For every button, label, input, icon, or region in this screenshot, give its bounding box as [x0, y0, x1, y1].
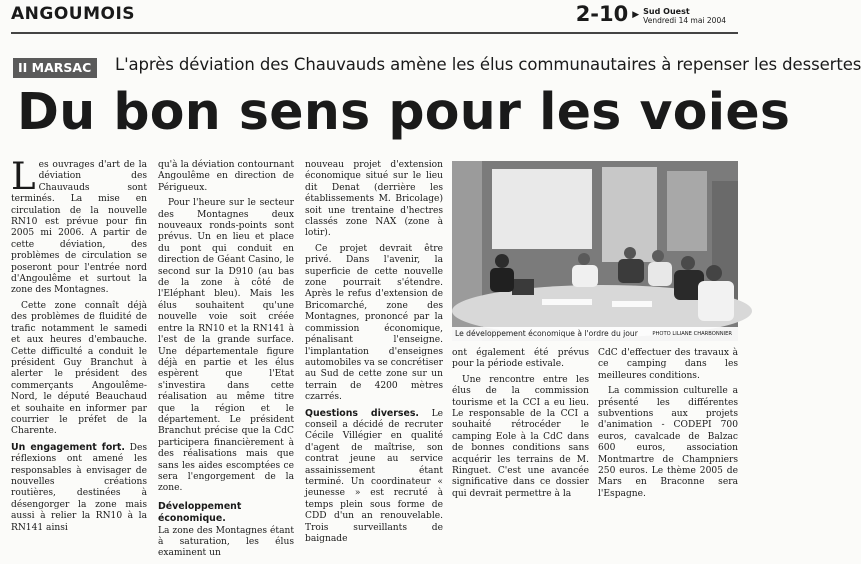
- page-number: 2-10: [575, 2, 629, 26]
- meeting-photo: [452, 161, 738, 341]
- paragraph: Ce projet devrait être privé. Dans l'avenir, la superficie de cette nouvelle zone pourrait s'étendre. Après le refus d'extension de Bricomarché, zone des Montagnes, prononcé par la commission économique, pénalisant l'enseigne. l'implantation d'enseignes automobiles va se concrétiser au Sud de cette zone sur un terrain de 4200 mètres czarrés.: [305, 243, 443, 403]
- subheading: Un engagement fort.: [11, 441, 125, 453]
- paragraph: qu'à la déviation contournant Angoulême en direction de Périgueux.: [158, 160, 294, 193]
- paragraph: es ouvrages d'art de la déviation des Chauvauds sont terminés. La mise en circulation de la nouvelle RN10 est prévue pour fin 2005 mi 2006. A partir de cette déviation, des problèmes de circulation se poseront pour l'entrée nord d'Angoulême et surtout la zone des Montagnes.: [11, 160, 147, 296]
- article-headline: Du bon sens pour les voies: [17, 82, 791, 141]
- triangle-icon: ▶: [632, 10, 640, 20]
- paragraph: Des réflexions ont amené les responsables à envisager de nouvelles créations routières, destinées à désengorger la zone mais aussi à relier la RN10 à la RN141 ainsi: [11, 442, 147, 533]
- subheading: Questions diverses.: [305, 407, 419, 419]
- paragraph: Pour l'heure sur le secteur des Montagnes deux nouveaux ronds-points sont prévus. Un en lieu et place du pont qui conduit en direction de Géant Casino, le second sur la D910 (au bas de la zone à côté de l'Eléphant bleu). Mais les élus souhaitent qu'une nouvelle voie soit créée entre la RN10 et la RN141 à l'est de la grande surface. Une départementale figure déjà en partie et les élus espèrent que l'Etat s'investira dans cette réalisation au même titre que la région et le département. Le président Branchut précise que la CdC participera financièrement à des réalisations mais que sans les aides escomptées ce sera l'engorgement de la zone.: [158, 198, 294, 494]
- photo-caption-bar: [452, 327, 738, 341]
- article-column-1: [11, 155, 147, 538]
- publication-date: Vendredi 14 mai 2004: [643, 16, 726, 25]
- article-column-3: [305, 160, 443, 549]
- page-header-right: [576, 2, 726, 26]
- paragraph: La zone des Montagnes étant à saturation, les élus examinent un: [158, 525, 294, 559]
- location-tag: II MARSAC: [13, 58, 97, 78]
- article-column-5: [598, 348, 738, 504]
- paragraph: La commission culturelle a présenté les différentes subventions aux projets d'animation - CODEPI 700 euros, cavalcade de Balzac 600 euros, association Montmartre de Champniers 250 euros. Le thème 2005 de Mars en Braconne sera l'Espagne.: [598, 386, 738, 499]
- paragraph: Une rencontre entre les élus de la commission tourisme et la CCI a eu lieu. Le responsable de la CCI a souhaité rétrocéder le camping Eole à la CdC dans de bonnes conditions sans acquérir les terrains de M. Ringuet. C'est une avancée significative dans ce dossier qui devrait permettre à la: [452, 374, 589, 499]
- photo-credit: PHOTO LILIANE CHARBONNIER: [652, 331, 732, 337]
- article-column-4: [452, 348, 589, 504]
- publication-name: Sud Ouest: [643, 7, 690, 16]
- paragraph: Cette zone connaît déjà des problèmes de fluidité de trafic notamment le samedi et aux heures d'embauche. Cette difficulté a conduit le président Guy Branchut à alerter le président des commerçants Angoulême-Nord, le député Beauchaud et souhaite en informer par courrier le préfet de la Charente.: [11, 300, 147, 437]
- paragraph: ont également été prévus pour la période estivale.: [452, 348, 589, 370]
- header-rule: [11, 32, 738, 34]
- section-title: ANGOUMOIS: [11, 4, 136, 24]
- subheading: Développement économique.: [158, 500, 242, 525]
- photo-caption: Le développement économique à l'ordre du jour: [455, 329, 638, 338]
- article-column-2: [158, 160, 294, 564]
- publication-info: [643, 7, 726, 25]
- drop-cap: L: [11, 155, 36, 198]
- paragraph: Le conseil a décidé de recruter Cécile Villégier en qualité d'agent de maîtrise, son contrat jeune au service assainissement étant terminé. Un coordinateur « jeunesse » est recruté à temps plein sous forme de CDD d'un an renouvelable. Trois surveillants de baignade: [305, 408, 443, 544]
- article-kicker: L'après déviation des Chauvauds amène les élus communautaires à repenser les dessertes: [115, 55, 861, 74]
- paragraph: CdC d'effectuer des travaux à ce camping dans les meilleures conditions.: [598, 348, 738, 381]
- paragraph: nouveau projet d'extension économique situé sur le lieu dit Denat (derrière les établissements M. Bricolage) soit une trentaine d'hectres classés zone NAX (zone à lotir).: [305, 160, 443, 239]
